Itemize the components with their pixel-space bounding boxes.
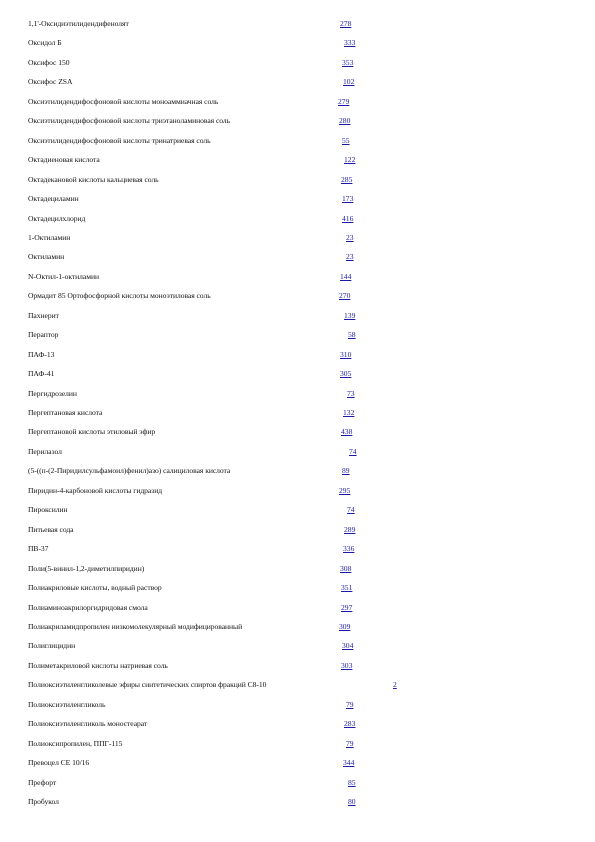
index-entry <box>0 563 595 577</box>
entry-page-link[interactable]: 305 <box>340 369 352 379</box>
entry-page-link[interactable]: 89 <box>342 466 350 476</box>
entry-page-link[interactable]: 416 <box>342 213 354 223</box>
entry-page-link[interactable]: 74 <box>347 505 355 515</box>
index-entry <box>0 271 595 285</box>
index-entry <box>0 115 595 129</box>
entry-page-link[interactable]: 23 <box>346 232 354 242</box>
index-entry <box>0 757 595 771</box>
entry-page-link[interactable]: 85 <box>348 777 356 787</box>
entry-page-link[interactable]: 333 <box>344 38 356 48</box>
entry-page-link[interactable]: 309 <box>339 621 351 631</box>
index-entry <box>0 699 595 713</box>
entry-page-link[interactable]: 80 <box>348 797 356 806</box>
entry-name: Полиаминоакрилоргидридовая смола <box>28 602 148 612</box>
entry-name: Пергептановой кислоты этиловый эфир <box>28 427 156 437</box>
entry-page-link[interactable]: 278 <box>340 19 352 28</box>
entry-page-link[interactable]: 344 <box>343 758 355 768</box>
entry-page-link[interactable]: 58 <box>348 330 356 340</box>
index-entry <box>0 213 595 227</box>
entry-page-link[interactable]: 283 <box>344 719 356 729</box>
entry-name: Полиметакриловой кислоты натриевая соль <box>28 660 168 670</box>
index-entry <box>0 582 595 596</box>
index-entry <box>0 446 595 460</box>
entry-page-link[interactable]: 132 <box>343 408 355 417</box>
entry-page-link[interactable]: 304 <box>342 641 354 651</box>
entry-name: Оксиэтилидендифосфоновой кислоты тринатриевая соль <box>28 135 211 145</box>
entry-page-link[interactable]: 79 <box>346 738 354 748</box>
entry-name: Октадециламин <box>28 194 79 204</box>
index-entry <box>0 524 595 538</box>
entry-name: Пахнерит <box>28 310 59 320</box>
index-entry <box>0 485 595 499</box>
entry-name: Пергептановая кислота <box>28 408 103 417</box>
entry-page-link[interactable]: 74 <box>349 446 357 456</box>
index-entry <box>0 154 595 168</box>
index-entry <box>0 18 595 32</box>
index-entry <box>0 621 595 635</box>
entry-name: Пераптор <box>28 330 59 340</box>
index-entry <box>0 796 595 810</box>
entry-page-link[interactable]: 303 <box>341 660 353 670</box>
entry-page-link[interactable]: 139 <box>344 310 356 320</box>
entry-name: Полиакриловые кислоты, водный раствор <box>28 583 162 593</box>
index-entry <box>0 310 595 324</box>
entry-name: ПАФ-41 <box>28 369 55 379</box>
entry-name: Перилазол <box>28 446 62 456</box>
entry-name: Оксиэтилидендифосфоновой кислоты триэтаноламиновая соль <box>28 116 231 126</box>
index-entry <box>0 504 595 518</box>
entry-name: Полиоксипропилен, ППГ-115 <box>28 738 123 748</box>
entry-page-link[interactable]: 73 <box>347 388 355 398</box>
entry-name: 1,1'-Оксидиэтилидендифенолят <box>28 19 129 28</box>
index-entry <box>0 251 595 265</box>
entry-name: Оксифос 150 <box>28 57 70 67</box>
index-entry <box>0 543 595 557</box>
index-entry <box>0 660 595 674</box>
entry-page-link[interactable]: 79 <box>346 699 354 709</box>
index-entry <box>0 640 595 654</box>
index-entry <box>0 738 595 752</box>
entry-name: Пиридин-4-карбоновой кислоты гидразид <box>28 485 163 495</box>
entry-name: Оксиэтилидендифосфоновой кислоты моноаммиачная соль <box>28 96 219 106</box>
entry-name: Пробукол <box>28 797 59 806</box>
entry-page-link[interactable]: 289 <box>344 524 356 534</box>
entry-page-link[interactable]: 270 <box>339 291 351 301</box>
index-entry <box>0 679 595 693</box>
index-entry <box>0 329 595 343</box>
entry-page-link[interactable]: 23 <box>346 252 354 262</box>
index-entry <box>0 388 595 402</box>
index-entry <box>0 76 595 90</box>
entry-page-link[interactable]: 285 <box>341 174 353 184</box>
entry-name: N-Октил-1-октиламин <box>28 271 100 281</box>
entry-page-link[interactable]: 438 <box>341 427 353 437</box>
entry-page-link[interactable]: 297 <box>341 602 353 612</box>
entry-name: Пергидрозелин <box>28 388 77 398</box>
entry-page-link[interactable]: 280 <box>339 116 351 126</box>
index-entry <box>0 193 595 207</box>
index-entry <box>0 718 595 732</box>
entry-name: Октадецилхлорид <box>28 213 86 223</box>
entry-page-link[interactable]: 279 <box>338 96 350 106</box>
entry-name: ПАФ-13 <box>28 349 55 359</box>
entry-name: Оксидол Б <box>28 38 62 48</box>
entry-name: (5-((п-(2-Пиридилсульфамоил)фенил)азо) салициловая кислота <box>28 466 231 476</box>
entry-name: Октадиеновая кислота <box>28 155 100 165</box>
entry-page-link[interactable]: 144 <box>340 271 352 281</box>
index-entry <box>0 407 595 421</box>
entry-name: Ормадит 85 Ортофосфорной кислоты моноэтиловая соль <box>28 291 211 301</box>
entry-name: Полиакриламидпропилен низкомолекулярный модифицированный <box>28 621 243 631</box>
entry-page-link[interactable]: 295 <box>339 485 351 495</box>
index-entry <box>0 135 595 149</box>
entry-page-link[interactable]: 2 <box>393 680 397 690</box>
entry-name: ПВ-37 <box>28 544 49 554</box>
entry-name: Оксифос ZSA <box>28 77 73 87</box>
index-entry <box>0 349 595 363</box>
entry-page-link[interactable]: 353 <box>342 57 354 67</box>
entry-name: Полиоксиэтиленгликоль <box>28 699 106 709</box>
index-entry <box>0 174 595 188</box>
entry-name: Пироксилин <box>28 505 68 515</box>
index-entry <box>0 777 595 791</box>
entry-page-link[interactable]: 336 <box>343 544 355 554</box>
entry-name: Октиламин <box>28 252 65 262</box>
entry-name: Поли(5-винил-1,2-диметилпиридин) <box>28 563 145 573</box>
index-entry <box>0 602 595 616</box>
entry-page-link[interactable]: 122 <box>344 155 356 165</box>
entry-page-link[interactable]: 308 <box>340 563 352 573</box>
entry-page-link[interactable]: 351 <box>341 583 353 593</box>
index-entry <box>0 57 595 71</box>
entry-page-link[interactable]: 55 <box>342 135 350 145</box>
index-entry <box>0 290 595 304</box>
index-entry <box>0 426 595 440</box>
entry-page-link[interactable]: 102 <box>343 77 355 87</box>
index-entry <box>0 96 595 110</box>
entry-name: Префорт <box>28 777 57 787</box>
entry-name: Октадекановой кислоты кальциевая соль <box>28 174 159 184</box>
entry-name: Питьевая сода <box>28 524 74 534</box>
entry-name: Превоцел СЕ 10/16 <box>28 758 90 768</box>
index-entry <box>0 37 595 51</box>
index-entry <box>0 465 595 479</box>
entry-name: Полиоксиэтиленгликоль моностеарат <box>28 719 148 729</box>
entry-name: 1-Октиламин <box>28 232 71 242</box>
entry-name: Полиглицидин <box>28 641 76 651</box>
index-entry <box>0 232 595 246</box>
entry-page-link[interactable]: 310 <box>340 349 352 359</box>
entry-page-link[interactable]: 173 <box>342 194 354 204</box>
index-entry <box>0 368 595 382</box>
entry-name: Полиоксиэтиленгликолевые эфиры синтетических спиртов фракций С8-10 <box>28 680 267 690</box>
